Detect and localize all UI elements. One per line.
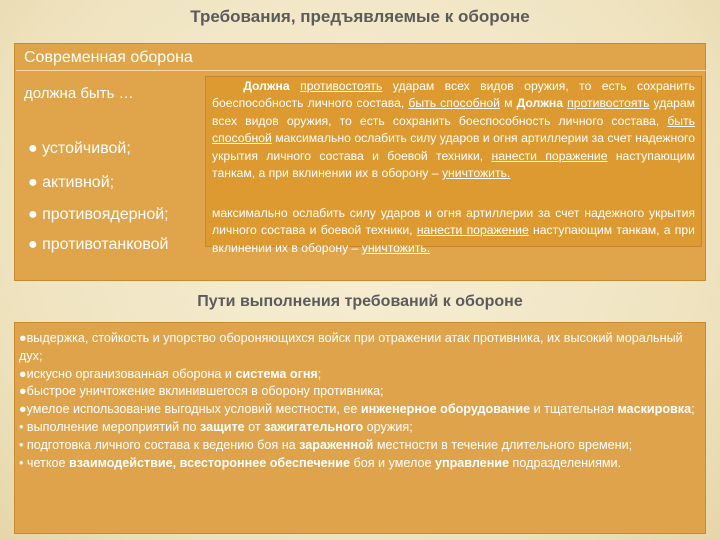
list-item-antinuclear: ● противоядерной; — [28, 206, 169, 223]
list-item-antitank: ● противотанковой — [28, 236, 169, 253]
definition-text-continued: максимально ослабить силу ударов и огня артиллерии за счет надежного укрытия личного состава и боевой техники, нанести поражение наступающим танкам, а при вклинении их в оборону – уничтожить. — [212, 206, 695, 255]
ways-item-6: • подготовка личного состава к ведению боя на зараженной местности в течение длительного времени; — [19, 437, 633, 452]
ways-item-4: ●умелое использование выгодных условий местности, ее инженерное оборудование и тщательная маскировка; — [19, 402, 695, 417]
definition-text: Должна противостоять ударам всех видов оружия, то есть сохранить боеспособность личного состава, быть способной м Должна противостоять ударам всех видов оружия, то есть сохранить боеспособность личного состава, быть способной максимально ослабить силу ударов и огня артиллерии за счет надежного укрытия личного состава и боевой техники, нанести поражение наступающим танкам, а при вклинении их в оборону – уничтожить. — [212, 79, 695, 181]
ways-item-5: • выполнение мероприятий по защите от зажигательного оружия; — [19, 419, 413, 434]
ways-item-2: ●искусно организованная оборона и система огня; — [19, 366, 322, 381]
list-item-active: ● активной; — [28, 174, 115, 191]
ways-item-1: ●выдержка, стойкость и упорство обороняющихся войск при отражении атак противника, их высокий моральный дух; — [19, 331, 683, 363]
panel-heading: Современная оборона — [24, 49, 193, 66]
slide-title-requirements: Требования, предъявляемые к обороне — [190, 7, 530, 26]
list-item-stable: ● устойчивой; — [28, 140, 131, 157]
panel-subheading: должна быть … — [24, 85, 134, 102]
ways-item-3: ●быстрое уничтожение вклинившегося в оборону противника; — [19, 384, 384, 399]
ways-item-7: • четкое взаимодействие, всестороннее обеспечение боя и умелое управление подразделениями. — [19, 455, 622, 470]
ways-list — [19, 330, 699, 472]
slide-title-ways: Пути выполнения требований к обороне — [197, 293, 523, 310]
